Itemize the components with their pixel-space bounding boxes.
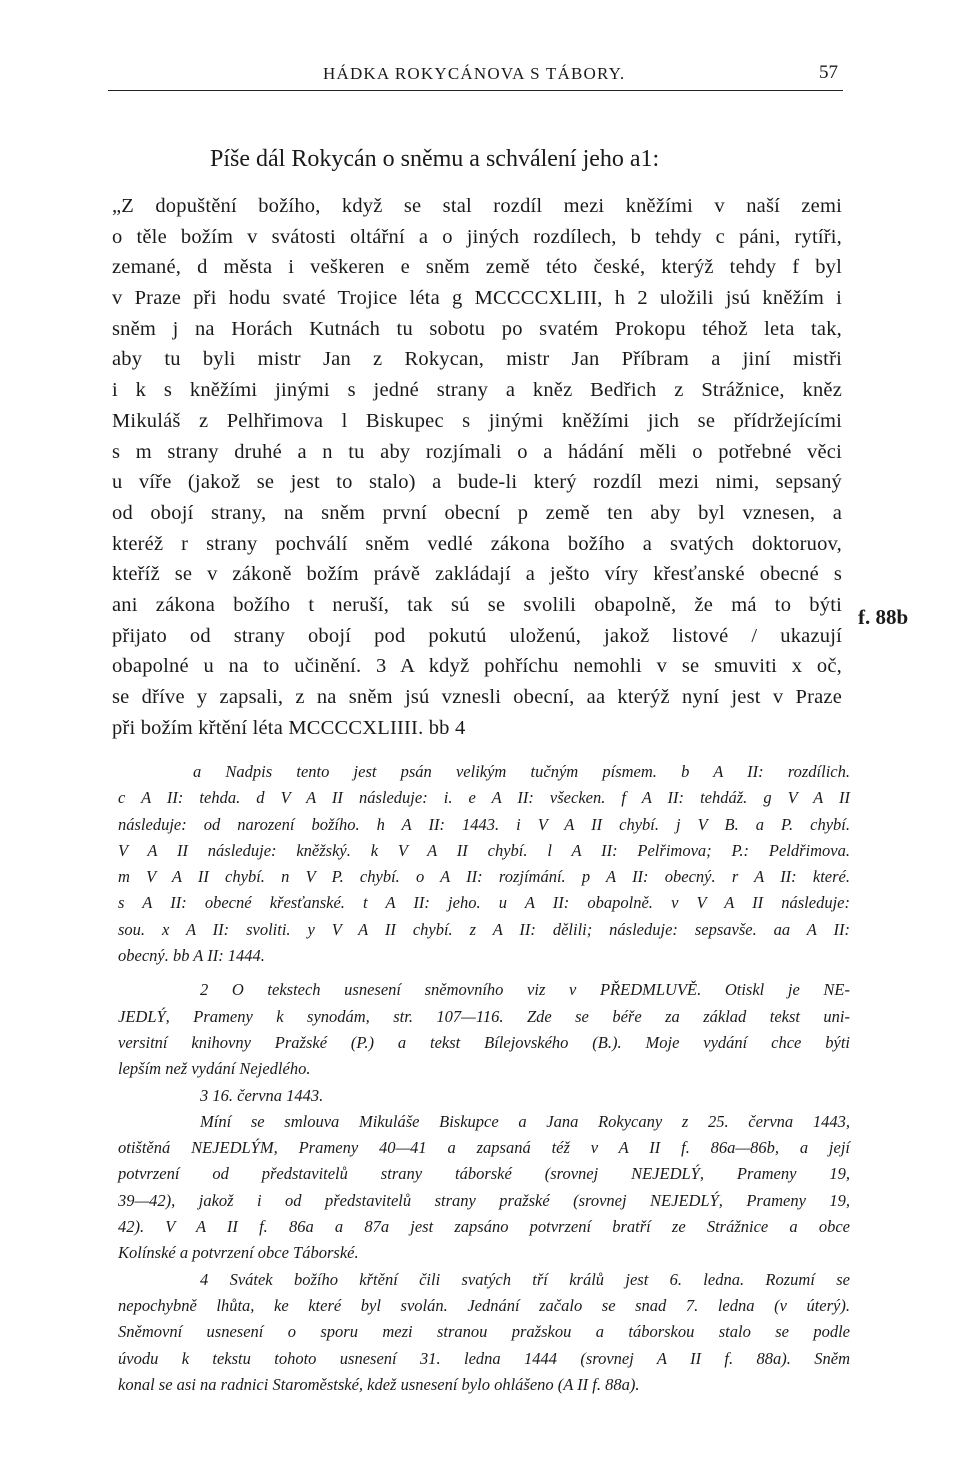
running-title: HÁDKA ROKYCÁNOVA S TÁBORY. <box>323 64 626 83</box>
text-line: kteříž se v zákoně božím právě zakládají a ješto víry křesťanské obecné s <box>112 563 842 586</box>
footnote-line: 2 O tekstech usnesení sněmovního viz v PŘEDMLUVĚ. Otiskl je NE- <box>200 980 850 1000</box>
text-line: aby tu byli mistr Jan z Rokycan, mistr Jan Příbram a jiní mistři <box>112 348 842 371</box>
page-header <box>108 62 843 91</box>
footnote-line: otištěná NEJEDLÝM, Prameny 40—41 a zapsaná též v A II f. 86a—86b, a její <box>118 1138 850 1158</box>
footnote-line: c A II: tehda. d V A II následuje: i. e A II: všecken. f A II: tehdáž. g V A II <box>118 788 850 808</box>
text-line: při božím křtění léta MCCCCXLIIII. bb 4 <box>112 716 466 739</box>
footnote-line: obecný. bb A II: 1444. <box>118 946 265 966</box>
footnote-line: lepším než vydání Nejedlého. <box>118 1059 311 1079</box>
footnote-line: 42). V A II f. 86a a 87a jest zapsáno potvrzení bratří ze Strážnice a obce <box>118 1217 850 1237</box>
text-line: od obojí strany, na sněm první obecní p země ten aby byl vznesen, a <box>112 501 842 524</box>
footnote-line: Sněmovní usnesení o sporu mezi stranou pražskou a táborskou stalo se podle <box>118 1322 850 1342</box>
text-line: i k s kněžími jinými s jedné strany a kněz Bedřich z Strážnice, kněz <box>112 379 842 402</box>
footnote-line: úvodu k tekstu tohoto usnesení 31. ledna 1444 (srovnej A II f. 88a). Sněm <box>118 1348 850 1368</box>
main-text <box>112 195 842 747</box>
text-line: kteréž r strany pochválí sněm vedlé zákona božího a svatých doktoruov, <box>112 532 842 555</box>
footnote-line: nepochybně lhůta, ke které byl svolán. Jednání začalo se snad 7. ledna (v úterý). <box>118 1295 850 1315</box>
footnote-line: sou. x A II: svoliti. y V A II chybí. z A II: dělili; následuje: sepsavše. aa A II: <box>118 919 850 939</box>
footnote-line: potvrzení od představitelů strany táborské (srovnej NEJEDLÝ, Prameny 19, <box>118 1164 850 1184</box>
footnote-line: následuje: od narození božího. h A II: 1443. i V A II chybí. j V B. a P. chybí. <box>118 814 850 834</box>
text-line: sněm j na Horách Kutnách tu sobotu po svatém Prokopu téhož leta tak, <box>112 317 842 340</box>
text-line: o těle božím v svátosti oltářní a o jiných rozdílech, b tehdy c páni, rytíři, <box>112 225 842 248</box>
text-line: u víře (jakož se jest to stalo) a bude-li který rozdíl mezi nimi, sepsaný <box>112 471 842 494</box>
footnote-line: V A II následuje: kněžský. k V A II chybí. l A II: Pelřimova; P.: Peldřimova. <box>118 840 850 860</box>
text-line: se dříve y zapsali, z na sněm jsú vznesli obecní, aa kterýž nyní jest v Praze <box>112 686 842 708</box>
folio-margin-note: f. 88b <box>858 605 909 629</box>
footnote-line: m V A II chybí. n V P. chybí. o A II: rozjímání. p A II: obecný. r A II: které. <box>118 867 850 887</box>
footnote-line: a Nadpis tento jest psán velikým tučným písmem. b A II: rozdílich. <box>193 762 850 781</box>
text-line: v Praze při hodu svaté Trojice léta g MCCCCXLIII, h 2 uložili jsú kněžím i <box>112 287 842 310</box>
text-line: ani zákona božího t neruší, tak sú se svolili obapolně, že má to býti <box>112 593 842 616</box>
footnote-line: Kolínské a potvrzení obce Táborské. <box>118 1243 359 1263</box>
text-line: přijato od strany obojí pod pokutú uloženú, jakož listové / ukazují <box>112 624 842 647</box>
footnote-line: 4 Svátek božího křtění čili svatých tří králů jest 6. ledna. Rozumí se <box>200 1269 850 1289</box>
footnote-line: Míní se smlouva Mikuláše Biskupce a Jana Rokycany z 25. června 1443, <box>200 1111 850 1131</box>
footnote-line: 39—42), jakož i od představitelů strany pražské (srovnej NEJEDLÝ, Prameny 19, <box>118 1190 850 1210</box>
text-line: s m strany druhé a n tu aby rozjímali o a hádání měli o potřebné věci <box>112 440 842 463</box>
page-number: 57 <box>819 62 838 83</box>
footnote-line: JEDLÝ, Prameny k synodám, str. 107—116. Zde se béře za základ tekst uni- <box>118 1006 850 1026</box>
text-line: Mikuláš z Pelhřimova l Biskupec s jinými kněžími jich se přídržejícími <box>112 409 842 432</box>
footnotes <box>118 762 850 1401</box>
text-line: „Z dopuštění božího, když se stal rozdíl mezi kněžími v naší zemi <box>112 195 842 217</box>
footnote-line: versitní knihovny Pražské (P.) a tekst Bílejovského (B.). Moje vydání chce býti <box>118 1032 850 1052</box>
footnote-line: s A II: obecné křesťanské. t A II: jeho. u A II: obapolně. v V A II následuje: <box>118 893 850 913</box>
section-lead: Píše dál Rokycán o sněmu a schválení jeho a1: <box>210 146 660 172</box>
footnote-line: 3 16. června 1443. <box>200 1085 324 1105</box>
text-line: zemané, d města i veškeren e sněm země této české, kterýž tehdy f byl <box>112 256 842 279</box>
footnote-line: konal se asi na radnici Staroměstské, kdež usnesení bylo ohlášeno (A II f. 88a). <box>118 1374 640 1394</box>
text-line: obapolné u na to učinění. 3 A když pohříchu nemohli v se smuviti x oč, <box>112 655 842 678</box>
